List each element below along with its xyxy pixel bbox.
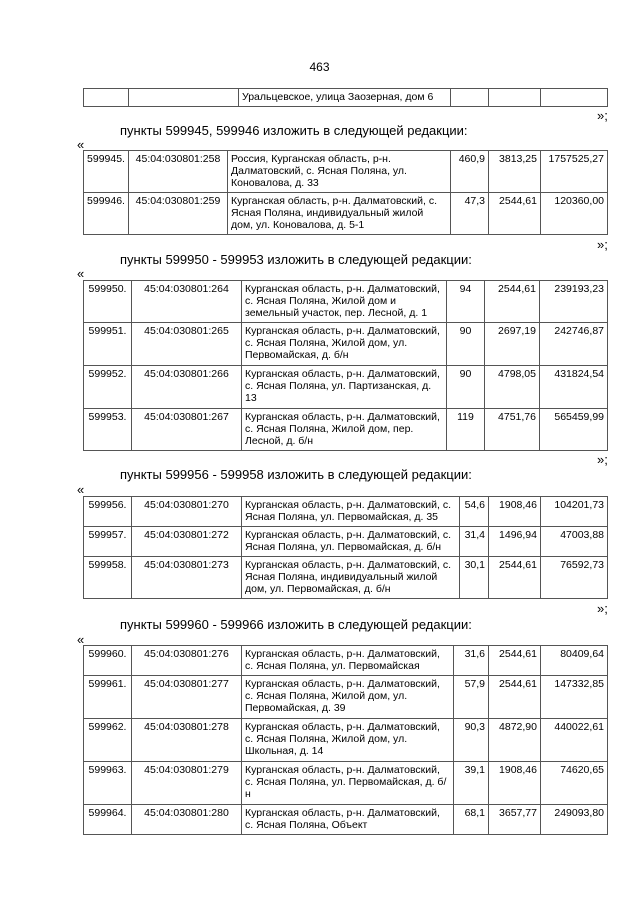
- cell-rate: [489, 89, 541, 107]
- cell-rate: 2544,61: [485, 281, 540, 323]
- cell-address: Курганская область, р-н. Далматовский, с. Ясная Поляна, Жилой дом, ул. Первомайская, д. б/н: [242, 323, 447, 366]
- cell-value: [541, 89, 608, 107]
- cell-value: 76592,73: [541, 557, 608, 599]
- cell-area: 31,6: [454, 646, 489, 676]
- cell-area: 31,4: [460, 527, 489, 557]
- cell-num: 599960.: [84, 646, 132, 676]
- section-heading: пункты 599956 - 599958 изложить в следующей редакции:: [120, 467, 472, 482]
- cell-num: 599950.: [84, 281, 132, 323]
- cell-value: 440022,61: [541, 719, 608, 762]
- cell-address: Уральцевское, улица Заозерная, дом 6: [239, 89, 451, 107]
- cell-rate: 3657,77: [489, 805, 541, 835]
- open-mark: «: [77, 482, 85, 497]
- cell-num: 599946.: [84, 193, 129, 235]
- open-mark: «: [77, 632, 85, 647]
- cell-area: 39,1: [454, 762, 489, 805]
- cell-value: 239193,23: [540, 281, 608, 323]
- cell-cadastral: 45:04:030801:276: [132, 646, 242, 676]
- cell-value: 147332,85: [541, 676, 608, 719]
- table-row: [84, 366, 608, 409]
- cell-num: 599961.: [84, 676, 132, 719]
- cell-address: Курганская область, р-н. Далматовский, с. Ясная Поляна, ул. Первомайская: [242, 646, 454, 676]
- cell-rate: 2697,19: [485, 323, 540, 366]
- cell-cadastral: 45:04:030801:279: [132, 762, 242, 805]
- cell-rate: 2544,61: [489, 676, 541, 719]
- section-table: [83, 150, 608, 235]
- cell-rate: 4872,90: [489, 719, 541, 762]
- table-row: [84, 676, 608, 719]
- cell-rate: 2544,61: [489, 557, 541, 599]
- cell-num: 599962.: [84, 719, 132, 762]
- table-row: [84, 646, 608, 676]
- cell-value: 242746,87: [540, 323, 608, 366]
- cell-cadastral: 45:04:030801:259: [129, 193, 228, 235]
- cell-cadastral: 45:04:030801:265: [132, 323, 242, 366]
- cell-value: 431824,54: [540, 366, 608, 409]
- cell-address: Курганская область, р-н. Далматовский, с. Ясная Поляна, ул. Партизанская, д. 13: [242, 366, 447, 409]
- cell-area: 94: [447, 281, 485, 323]
- cell-area: 119: [447, 409, 485, 451]
- cell-rate: 1908,46: [489, 762, 541, 805]
- section-table: [83, 280, 608, 451]
- cell-value: 1757525,27: [541, 151, 608, 193]
- cell-num: 599953.: [84, 409, 132, 451]
- cell-num: 599963.: [84, 762, 132, 805]
- cell-rate: 3813,25: [489, 151, 541, 193]
- section-table: [83, 496, 608, 599]
- cell-value: 74620,65: [541, 762, 608, 805]
- cell-area: 90: [447, 323, 485, 366]
- table-row: [84, 89, 608, 107]
- cell-num: 599952.: [84, 366, 132, 409]
- cell-area: 68,1: [454, 805, 489, 835]
- close-mark: »;: [597, 452, 608, 467]
- cell-cadastral: 45:04:030801:266: [132, 366, 242, 409]
- cell-rate: 1908,46: [489, 497, 541, 527]
- close-mark: »;: [597, 237, 608, 252]
- cell-cadastral: 45:04:030801:270: [132, 497, 242, 527]
- cell-value: 249093,80: [541, 805, 608, 835]
- cell-cadastral: 45:04:030801:264: [132, 281, 242, 323]
- cell-area: 54,6: [460, 497, 489, 527]
- section-heading: пункты 599950 - 599953 изложить в следующей редакции:: [120, 252, 472, 267]
- table-row: [84, 497, 608, 527]
- table-row: [84, 805, 608, 835]
- close-mark: »;: [597, 108, 608, 123]
- cell-cadastral: 45:04:030801:267: [132, 409, 242, 451]
- cell-value: 47003,88: [541, 527, 608, 557]
- table-row: [84, 719, 608, 762]
- cell-value: 104201,73: [541, 497, 608, 527]
- cell-cadastral: 45:04:030801:280: [132, 805, 242, 835]
- cell-num: 599964.: [84, 805, 132, 835]
- cell-address: Курганская область, р-н. Далматовский, с. Ясная Поляна, индивидуальный жилой дом, ул. Первомайская, д. б/н: [242, 557, 460, 599]
- cell-num: 599956.: [84, 497, 132, 527]
- section-heading: пункты 599960 - 599966 изложить в следующей редакции:: [120, 617, 472, 632]
- cell-address: Курганская область, р-н. Далматовский, с. Ясная Поляна, Жилой дом и земельный участок, пер. Лесной, д. 1: [242, 281, 447, 323]
- section-heading: пункты 599945, 599946 изложить в следующей редакции:: [120, 123, 468, 138]
- continuation-table: [83, 88, 608, 107]
- cell-num: [84, 89, 129, 107]
- cell-area: 57,9: [454, 676, 489, 719]
- cell-rate: 1496,94: [489, 527, 541, 557]
- cell-cadastral: [129, 89, 239, 107]
- cell-cadastral: 45:04:030801:278: [132, 719, 242, 762]
- table-row: [84, 527, 608, 557]
- cell-num: 599951.: [84, 323, 132, 366]
- cell-area: 47,3: [451, 193, 489, 235]
- cell-value: 565459,99: [540, 409, 608, 451]
- cell-rate: 4798,05: [485, 366, 540, 409]
- table-row: [84, 762, 608, 805]
- cell-address: Курганская область, р-н. Далматовский, с. Ясная Поляна, Жилой дом, ул. Школьная, д. 14: [242, 719, 454, 762]
- cell-num: 599945.: [84, 151, 129, 193]
- cell-address: Курганская область, р-н. Далматовский, с. Ясная Поляна, ул. Первомайская, д. 35: [242, 497, 460, 527]
- cell-address: Курганская область, р-н. Далматовский, с. Ясная Поляна, индивидуальный жилой дом, ул. Коновалова, д. 5-1: [228, 193, 451, 235]
- cell-rate: 2544,61: [489, 646, 541, 676]
- cell-area: [451, 89, 489, 107]
- table-row: [84, 323, 608, 366]
- cell-address: Курганская область, р-н. Далматовский, с. Ясная Поляна, Жилой дом, ул. Первомайская, д. 39: [242, 676, 454, 719]
- cell-address: Курганская область, р-н. Далматовский, с. Ясная Поляна, ул. Первомайская, д. б/н: [242, 527, 460, 557]
- page-number: 463: [309, 60, 330, 74]
- cell-area: 30,1: [460, 557, 489, 599]
- close-mark: »;: [597, 601, 608, 616]
- cell-cadastral: 45:04:030801:273: [132, 557, 242, 599]
- cell-value: 120360,00: [541, 193, 608, 235]
- table-row: [84, 557, 608, 599]
- cell-cadastral: 45:04:030801:277: [132, 676, 242, 719]
- cell-address: Курганская область, р-н. Далматовский, с. Ясная Поляна, ул. Первомайская, д. б/н: [242, 762, 454, 805]
- cell-area: 90: [447, 366, 485, 409]
- cell-area: 90,3: [454, 719, 489, 762]
- cell-cadastral: 45:04:030801:258: [129, 151, 228, 193]
- cell-rate: 4751,76: [485, 409, 540, 451]
- cell-num: 599958.: [84, 557, 132, 599]
- cell-address: Курганская область, р-н. Далматовский, с. Ясная Поляна, Объект: [242, 805, 454, 835]
- cell-cadastral: 45:04:030801:272: [132, 527, 242, 557]
- table-row: [84, 193, 608, 235]
- table-row: [84, 409, 608, 451]
- cell-address: Россия, Курганская область, р-н. Далматовский, с. Ясная Поляна, ул. Коновалова, д. 33: [228, 151, 451, 193]
- table-row: [84, 151, 608, 193]
- cell-value: 80409,64: [541, 646, 608, 676]
- table-row: [84, 281, 608, 323]
- section-table: [83, 645, 608, 835]
- cell-num: 599957.: [84, 527, 132, 557]
- cell-address: Курганская область, р-н. Далматовский, с. Ясная Поляна, Жилой дом, пер. Лесной, д. б/н: [242, 409, 447, 451]
- cell-rate: 2544,61: [489, 193, 541, 235]
- open-mark: «: [77, 266, 85, 281]
- open-mark: «: [77, 137, 85, 152]
- cell-area: 460,9: [451, 151, 489, 193]
